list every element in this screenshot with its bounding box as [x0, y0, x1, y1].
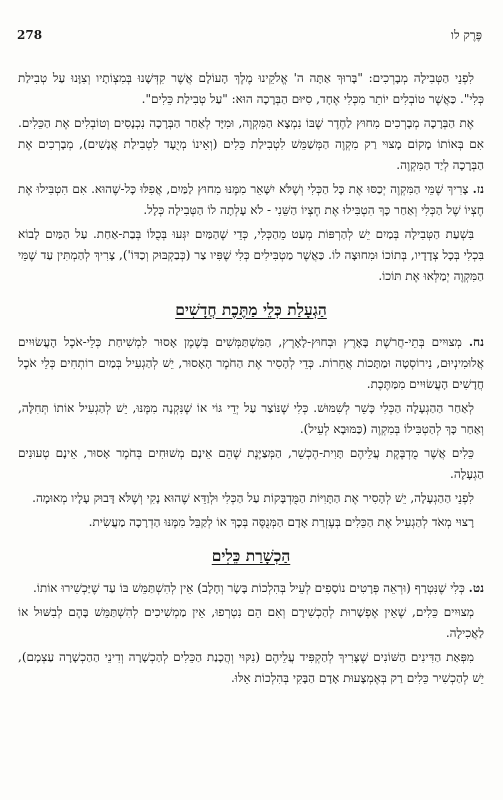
paragraph-text: בִּשְׁעַת הַטְּבִילָה בְּמַיִם יֵשׁ לְהַרְפּוֹת מְעַט מֵהַכְּלִי, כְּדֵי שֶׁהַמַּיִם יִגְּעוּ בְּכֻלּוֹ בְּבַת-אַחַת. עַל הַמַּיִם לָבוֹא בִּכְלִי בְּכָל צְדָדָיו, בְּתוֹכוֹ וּמִחוּצָה לוֹ. כַּאֲשֶׁר מַטְבִּילִים כְּלִי שֶׁפִּיו צַר (כְּבַקְבּוּק וְכַדּוֹ'), צָרִיךְ לְהַמְתִּין עַד שֶׁמֵּי הַמִּקְוֶה יְמַלְּאוּ אֶת תּוֹכוֹ.	[18, 227, 484, 283]
paragraph-number: נז.	[472, 182, 485, 196]
paragraph	[18, 578, 484, 599]
paragraph-text: לִפְנֵי הַטְּבִילָה מְבָרְכִים: "בָּרוּךְ אַתָּה ה' אֱלֹקֵינוּ מֶלֶךְ הָעוֹלָם אֲשֶׁר קִדְּשָׁנוּ בְּמִצְוֹתָיו וְצִוָּנוּ עַל טְבִילַת כְּלִי". כַּאֲשֶׁר טוֹבְלִים יוֹתֵר מִכְּלִי אֶחָד, סִיּוּם הַבְּרָכָה הוּא: "עַל טְבִילַת כֵּלִים".	[18, 71, 484, 106]
page-number: 278	[17, 28, 43, 42]
body-text	[18, 68, 484, 692]
paragraph	[18, 398, 484, 440]
paragraph-text: לְאַחַר הַהַגְעָלָה הַכְּלִי כָּשֵׁר לְשִׁמּוּשׁ. כְּלִי שֶׁנּוֹצַר עַל יְדֵי גּוֹי אוֹ שֶׁנִּקְנָה מִמֶּנּוּ, יֵשׁ לְהַגְעִיל אוֹתוֹ תְּחִלָּה, וְאַחַר כָּךְ לְהַטְבִּילוֹ בְּמִקְוֶה (כַּמּוּבָא לְעֵיל).	[18, 401, 484, 436]
paragraph	[18, 113, 484, 176]
chapter-title: פֶּרֶק לו	[450, 28, 482, 42]
paragraph-text: מְצוּיִים כֵּלִים, שֶׁאֵין אֶפְשָׁרוּת לְהַכְשִׁירָם וְאִם הֵם נִטְרְפוּ, אֵין מַמְשִׁיכִים לְהִשְׁתַּמֵּשׁ בָּהֶם לְבִשּׁוּל אוֹ לַאֲכִילָה.	[18, 605, 484, 640]
paragraph-text: לִפְנֵי הַהַגְעָלָה, יֵשׁ לְהָסִיר אֶת הַתָּוִיּוֹת הַמֻּדְבָּקוֹת עַל הַכְּלִי וּלְוַדֵּא שֶׁהוּא נָקִי וְשֶׁלֹּא דָּבוּק עָלָיו מְאוּמָה.	[32, 491, 474, 505]
paragraph-text: כְּלִי שֶׁנִּטְרַף (וּרְאֵה פְּרָטִים נוֹסָפִים לְעֵיל בְּהִלְכוֹת בָּשָׂר וְחָלָב) אֵין לְהִשְׁתַּמֵּשׁ בּוֹ עַד שֶׁיַּכְשִׁירוּ אוֹתוֹ.	[33, 581, 465, 595]
paragraph	[18, 602, 484, 644]
section-title: הַכְשָׁרַת כֵּלִים	[211, 546, 291, 565]
paragraph-text: צָרִיךְ שֶׁמֵּי הַמִּקְוֶה יְכַסּוּ אֶת כָּל הַכְּלִי וְשֶׁלֹּא יִשָּׁאֵר מִמֶּנּוּ מִחוּץ לַמַּיִם, אֲפִלּוּ כָּל-שֶׁהוּא. אִם הִטְבִּילוּ אֶת חֶצְיוֹ שֶׁל הַכְּלִי וְאַחַר כָּךְ הִטְבִּילוּ אֶת חֶצְיוֹ הַשֵּׁנִי - לֹא עָלְתָה לוֹ הַטְּבִילָה כְּלָל.	[18, 182, 484, 217]
paragraph	[18, 224, 484, 287]
paragraph	[18, 179, 484, 221]
page-header	[0, 28, 503, 50]
paragraph	[18, 443, 484, 485]
paragraph	[18, 512, 484, 533]
paragraph	[18, 488, 484, 509]
paragraph	[18, 332, 484, 395]
paragraph-text: רָצוּי מְאֹד לְהַגְעִיל אֶת הַכֵּלִים בְּעֶזְרַת אָדָם הַמְּנֻסֶּה בְּכָךְ אוֹ לְקַבֵּל מִמֶּנּוּ הַדְרָכָה מַעֲשִׂית.	[88, 515, 474, 529]
paragraph	[18, 647, 484, 689]
paragraph-number: נח.	[468, 335, 484, 349]
paragraph-number: נט.	[468, 581, 484, 595]
paragraph-text: אֶת הַבְּרָכָה מְבָרְכִים מִחוּץ לַחֶדֶר שֶׁבּוֹ נִמְצָא הַמִּקְוֶה, וּמִיָּד לְאַחַר הַבְּרָכָה נִכְנָסִים וְטוֹבְלִים אֶת הַכֵּלִים. אִם בְּאוֹתוֹ מָקוֹם מָצוּי רַק מִקְוֶה הַמְּשַׁמֵּשׁ לִטְבִילַת כֵּלִים (וְאֵינוֹ מְיֻעָד לִטְבִילַת אֲנָשִׁים), מְבָרְכִים אֶת הַבְּרָכָה לְיַד הַמִּקְוֶה.	[18, 116, 484, 172]
section-title: הַגְעָלַת כְּלֵי מַתֶּכֶת חֲדָשִׁים	[175, 300, 327, 319]
paragraph-text: כֵּלִים אֲשֶׁר מֻדְבֶּקֶת עֲלֵיהֶם תָּוִית-הֶכְשֵׁר, הַמְּצַיֶּנֶת שֶׁהֵם אֵינָם מְשׁוּחִים בְּחֹמֶר אָסוּר, אֵינָם טְעוּנִים הַגְעָלָה.	[18, 446, 484, 481]
paragraph-text: מִפְּאַת הַדִּינִים הַשּׁוֹנִים שֶׁצָּרִיךְ לְהַקְפִּיד עֲלֵיהֶם (נִקּוּי וְהֲכָנַת הַכֵּלִים לְהַכְשָׁרָה וְדִינֵי הַהַכְשָׁרָה עַצְמָם), יֵשׁ לְהַכְשִׁיר כֵּלִים רַק בְּאֶמְצָעוּת אָדָם הַבָּקִי בְּהִלְכוֹת אֵלּוּ.	[18, 650, 484, 685]
paragraph-text: מְצוּיִים בְּתֵי-חֲרֹשֶׁת בָּאָרֶץ וּבְחוּץ-לָאָרֶץ, הַמִּשְׁתַּמְּשִׁים בְּשֶׁמֶן אָסוּר לִמְשִׁיחַת כְּלֵי-אֹכֶל הָעֲשׂוּיִים אֲלוּמִינְיוּם, נִירוֹסְטָה וּמַתָּכוֹת אֲחֵרוֹת. כְּדֵי לְהָסִיר אֶת הַחֹמֶר הָאָסוּר, יֵשׁ לְהַגְעִיל בְּמַיִם רוֹתְחִים כְּלֵי אֹכֶל חֲדָשִׁים הָעֲשׂוּיִים מִמַּתֶּכֶת.	[18, 335, 484, 391]
paragraph	[18, 68, 484, 110]
